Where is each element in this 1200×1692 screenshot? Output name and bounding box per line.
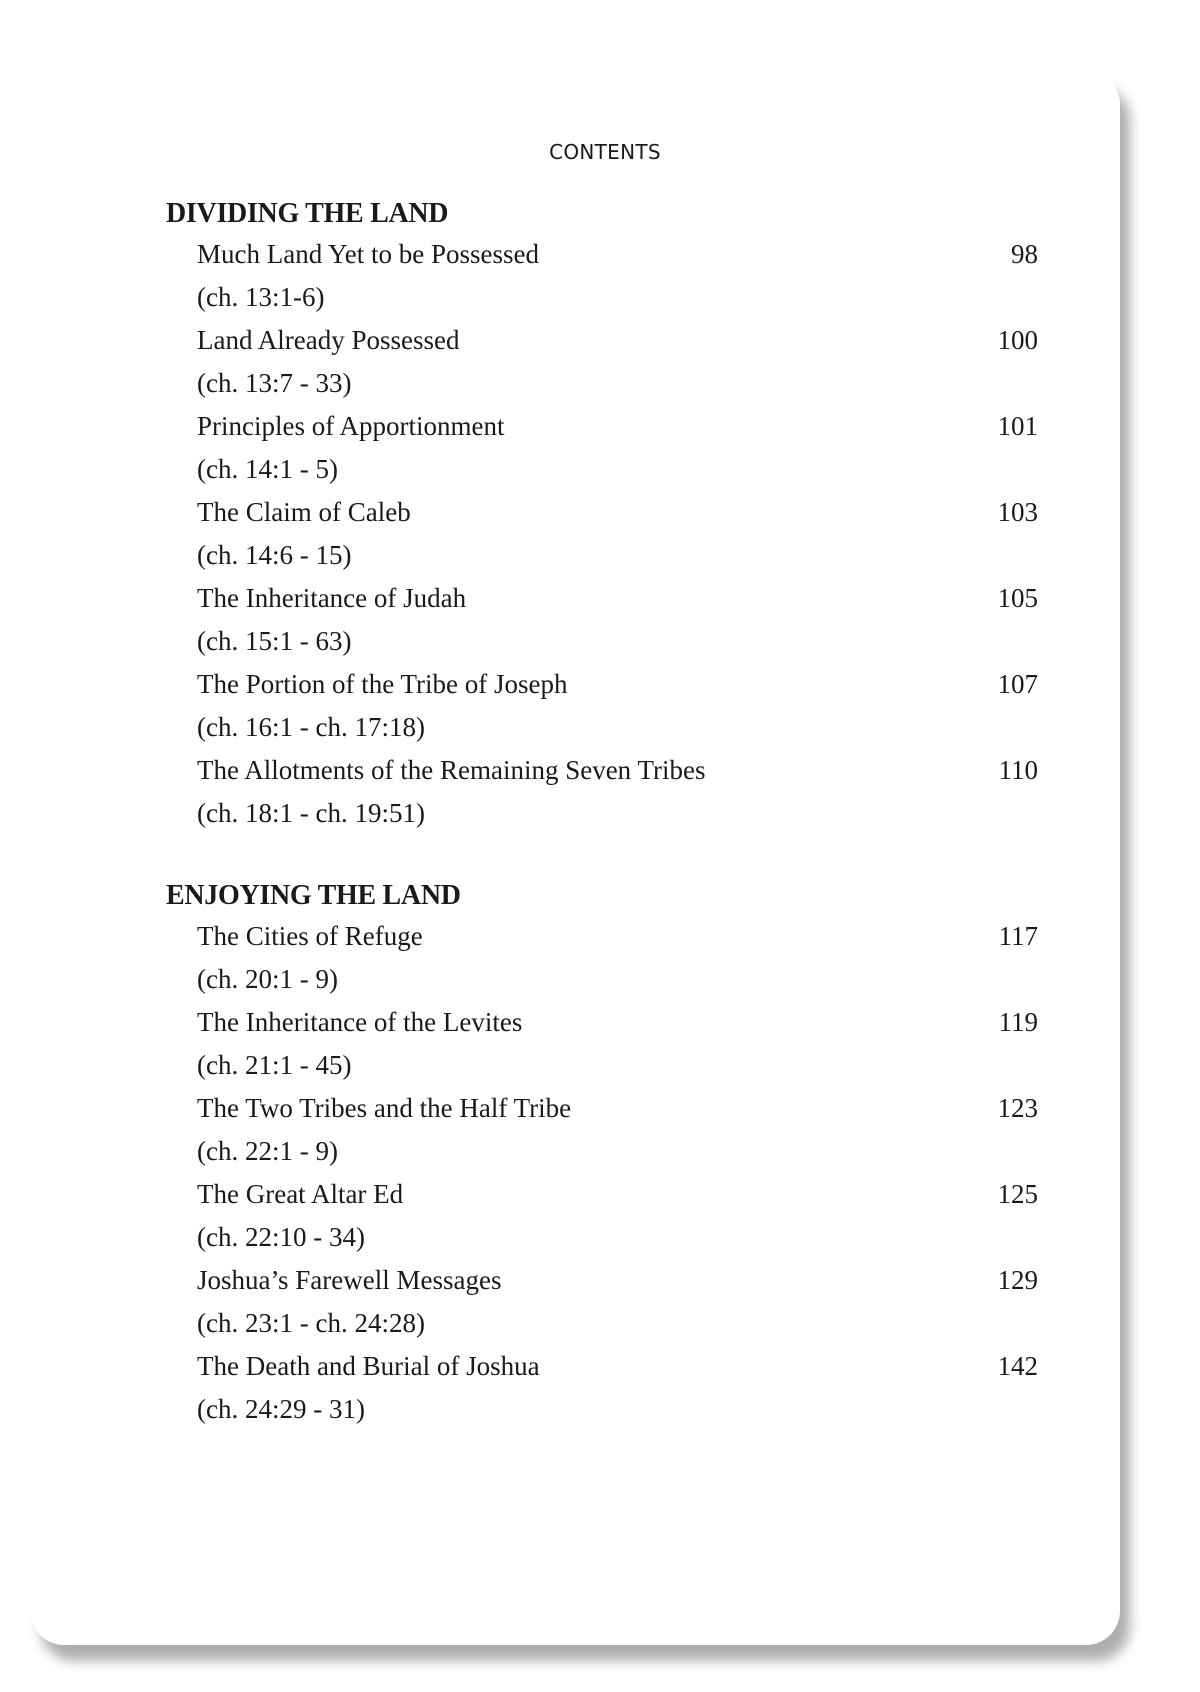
- page-number: 125: [997, 1179, 1038, 1209]
- section-title: DIVIDING THE LAND: [166, 198, 449, 229]
- page-number: 98: [1011, 239, 1038, 269]
- page-number: 129: [997, 1265, 1038, 1295]
- scripture-reference: (ch. 23:1 - ch. 24:28): [197, 1308, 425, 1338]
- table-of-contents: [166, 196, 1038, 1431]
- scripture-reference: (ch. 15:1 - 63): [197, 626, 352, 656]
- toc-entry: [166, 1259, 1038, 1345]
- toc-entry: [166, 405, 1038, 491]
- toc-entry: [166, 577, 1038, 663]
- toc-entry: [166, 1345, 1038, 1431]
- running-head: CONTENTS: [549, 140, 661, 164]
- toc-entry: [166, 1087, 1038, 1173]
- scripture-reference: (ch. 13:1-6): [197, 282, 325, 312]
- entry-title: The Death and Burial of Joshua: [197, 1351, 540, 1381]
- scripture-reference: (ch. 16:1 - ch. 17:18): [197, 712, 425, 742]
- page-number: 142: [997, 1351, 1038, 1381]
- entry-title: The Two Tribes and the Half Tribe: [197, 1093, 572, 1123]
- scripture-reference: (ch. 21:1 - 45): [197, 1050, 352, 1080]
- toc-section-enjoying: [166, 878, 1038, 1431]
- page-number: 110: [998, 755, 1038, 785]
- scripture-reference: (ch. 14:6 - 15): [197, 540, 352, 570]
- toc-section-dividing: [166, 196, 1038, 835]
- page-number: 100: [997, 325, 1038, 355]
- entry-title: Much Land Yet to be Possessed: [197, 239, 539, 269]
- toc-entry: [166, 319, 1038, 405]
- page-number: 103: [997, 497, 1038, 527]
- page-number: 105: [997, 583, 1038, 613]
- section-title: ENJOYING THE LAND: [166, 880, 461, 911]
- page-number: 107: [997, 669, 1038, 699]
- toc-entry: [166, 915, 1038, 1001]
- page-number: 117: [998, 921, 1038, 951]
- toc-entry: [166, 1001, 1038, 1087]
- entry-title: The Inheritance of Judah: [197, 583, 467, 613]
- scripture-reference: (ch. 20:1 - 9): [197, 964, 338, 994]
- toc-entry: [166, 491, 1038, 577]
- page-number: 119: [998, 1007, 1038, 1037]
- scripture-reference: (ch. 13:7 - 33): [197, 368, 352, 398]
- scripture-reference: (ch. 14:1 - 5): [197, 454, 338, 484]
- page-number: 101: [997, 411, 1038, 441]
- entry-title: Joshua’s Farewell Messages: [197, 1265, 502, 1295]
- entry-title: The Portion of the Tribe of Joseph: [197, 669, 568, 699]
- entry-title: Land Already Possessed: [197, 325, 460, 355]
- scripture-reference: (ch. 18:1 - ch. 19:51): [197, 798, 425, 828]
- toc-entry: [166, 663, 1038, 749]
- toc-entry: [166, 749, 1038, 835]
- toc-entry: [166, 1173, 1038, 1259]
- toc-entry: [166, 233, 1038, 319]
- entry-title: The Allotments of the Remaining Seven Tribes: [197, 755, 706, 785]
- scripture-reference: (ch. 22:10 - 34): [197, 1222, 365, 1252]
- scripture-reference: (ch. 22:1 - 9): [197, 1136, 338, 1166]
- page-number: 123: [997, 1093, 1038, 1123]
- entry-title: Principles of Apportionment: [197, 411, 505, 441]
- scripture-reference: (ch. 24:29 - 31): [197, 1394, 365, 1424]
- entry-title: The Inheritance of the Levites: [197, 1007, 523, 1037]
- entry-title: The Claim of Caleb: [197, 497, 411, 527]
- entry-title: The Cities of Refuge: [197, 921, 423, 951]
- entry-title: The Great Altar Ed: [197, 1179, 404, 1209]
